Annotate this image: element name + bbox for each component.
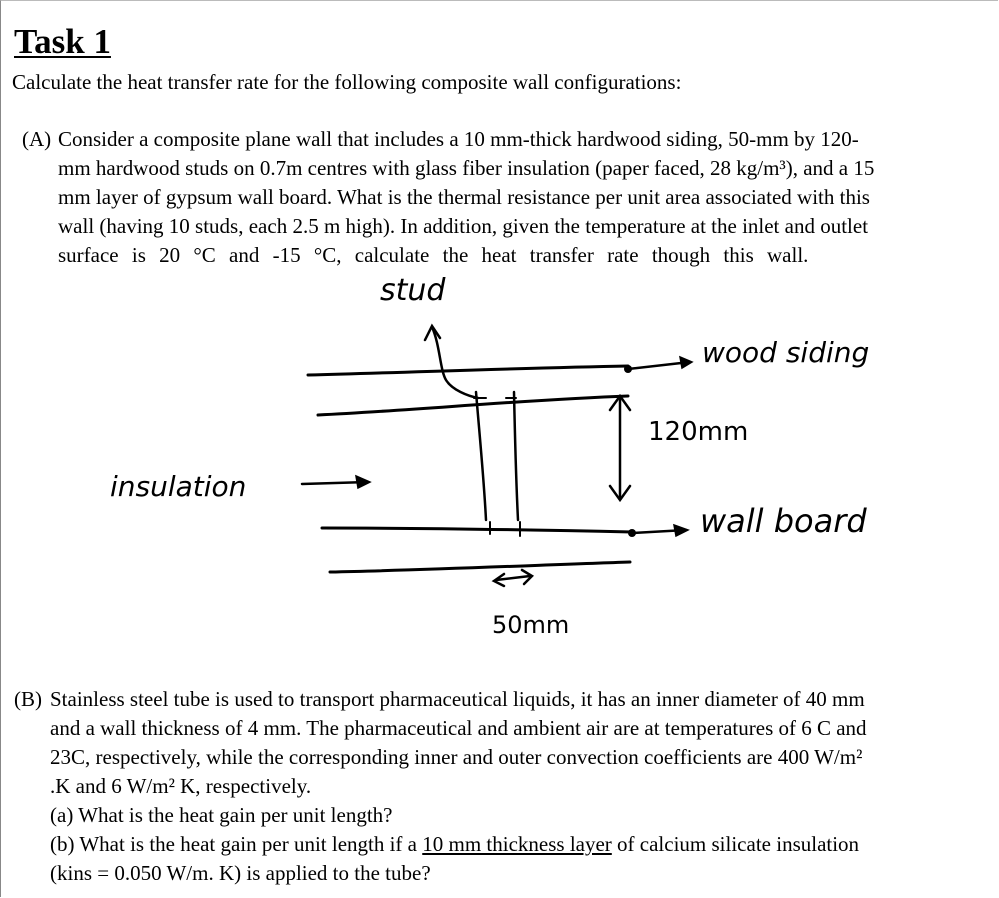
part-a-line-3: mm layer of gypsum wall board. What is the thermal resistance per unit area associated with this bbox=[58, 185, 870, 209]
question-b-line-2: (kins = 0.050 W/m. K) is applied to the tube? bbox=[50, 861, 431, 885]
wallboard-bottom-line bbox=[330, 562, 630, 572]
stud-label: stud bbox=[380, 273, 446, 308]
part-b-line-2: and a wall thickness of 4 mm. The pharmaceutical and ambient air are at temperatures of 6 C and bbox=[50, 716, 867, 740]
part-a-line-5: surface is 20 °C and -15 °C, calculate the heat transfer rate though this wall. bbox=[58, 243, 809, 267]
intro-text: Calculate the heat transfer rate for the following composite wall configurations: bbox=[12, 70, 682, 94]
stud-right-edge bbox=[514, 392, 518, 520]
part-b-line-4: .K and 6 W/m² K, respectively. bbox=[50, 774, 312, 798]
siding-top-line bbox=[308, 366, 628, 375]
wood-siding-label: wood siding bbox=[702, 336, 870, 369]
part-a-label: (A) bbox=[22, 127, 52, 151]
height-dim-label: 120mm bbox=[648, 417, 749, 447]
part-b-label: (B) bbox=[14, 687, 42, 711]
siding-bottom-line bbox=[318, 396, 628, 415]
part-b-line-3: 23C, respectively, while the corresponding inner and outer convection coefficients are 400 W/m² bbox=[50, 745, 863, 769]
width-dim-label: 50mm bbox=[492, 611, 570, 639]
part-a-line-4: wall (having 10 studs, each 2.5 m high). In addition, given the temperature at the inlet and outlet bbox=[58, 214, 869, 238]
underlined-thickness: 10 mm thickness layer bbox=[422, 832, 612, 856]
task-title: Task 1 bbox=[14, 22, 111, 61]
part-b bbox=[14, 685, 994, 888]
part-b-line-1: Stainless steel tube is used to transport pharmaceutical liquids, it has an inner diameter of 40 mm bbox=[50, 687, 865, 711]
question-b: (b) What is the heat gain per unit length if a 10 mm thickness layer of calcium silicate insulation bbox=[50, 832, 860, 856]
question-a: (a) What is the heat gain per unit length? bbox=[50, 803, 393, 827]
stud-left-edge bbox=[476, 392, 486, 520]
wallboard-top-line bbox=[322, 528, 632, 532]
part-a-line-1: Consider a composite plane wall that includes a 10 mm-thick hardwood siding, 50-mm by 120- bbox=[58, 127, 859, 151]
wall-board-label: wall board bbox=[700, 502, 867, 540]
part-a-line-2: mm hardwood studs on 0.7m centres with glass fiber insulation (paper faced, 28 kg/m³), and a 15 bbox=[58, 156, 875, 180]
insulation-label: insulation bbox=[110, 470, 247, 503]
